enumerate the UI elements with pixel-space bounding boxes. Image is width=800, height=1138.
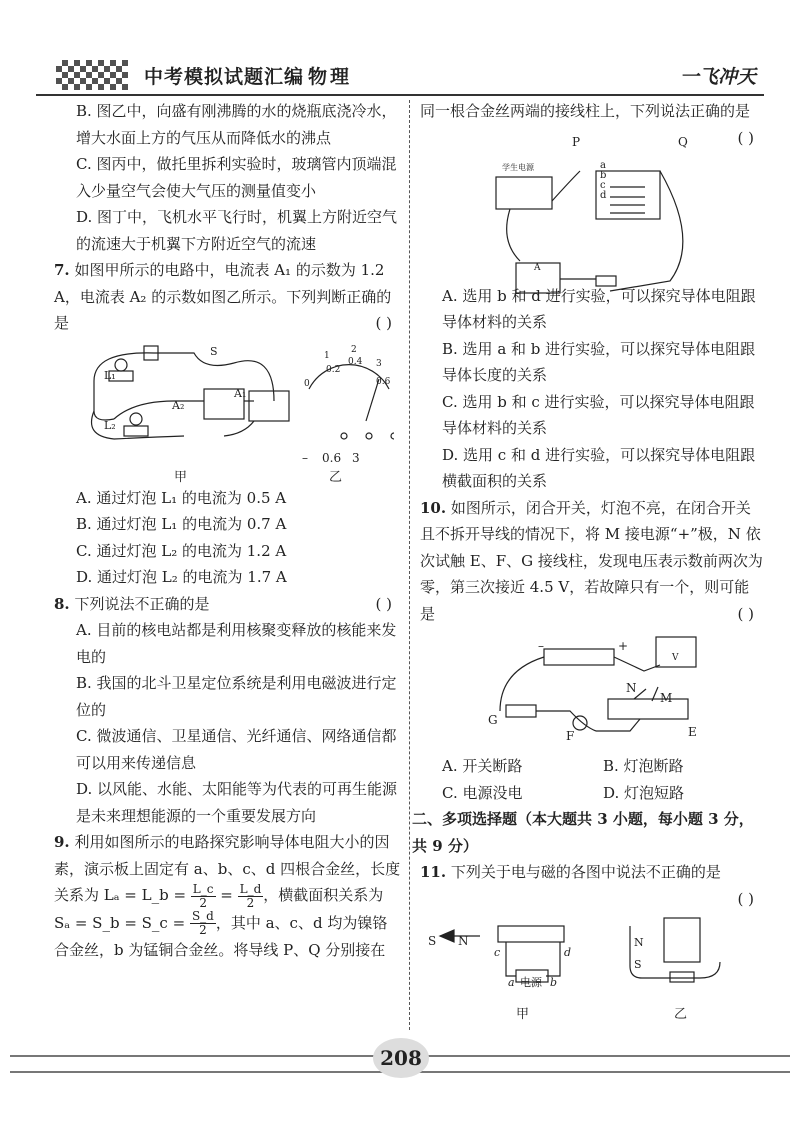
- q10-option-b: B. 灯泡断路: [603, 757, 684, 775]
- q10-figure: [420, 631, 764, 749]
- q8-text: 下列说法不正确的是: [74, 594, 210, 613]
- scale-tick-0: 0: [304, 378, 310, 389]
- magnet-s-label: S: [428, 934, 437, 948]
- terminal-f-label: F: [566, 729, 575, 743]
- coil-a-label: a: [508, 976, 515, 989]
- terminal-06: 0.6: [322, 450, 342, 465]
- caption-yi: 乙: [329, 469, 343, 485]
- q10-number: 10.: [420, 498, 447, 517]
- scale-tick-2: 2: [351, 344, 357, 355]
- lamp-l2-label: L₂: [104, 418, 116, 432]
- q7-captions: [54, 465, 402, 485]
- lead-m-label: M: [660, 691, 673, 705]
- ammeter-label: A: [534, 262, 541, 273]
- lead-n-label: N: [626, 681, 637, 695]
- q7-text: 如图甲所示的电路中，电流表 A₁ 的示数为 1.2 A，电流表 A₂ 的示数如图乙所示。下列判断正确的是: [54, 261, 392, 332]
- ammeter-a1-label: A₁: [234, 386, 247, 400]
- source-minus: –: [538, 639, 544, 653]
- q9-text-1: 利用如图所示的电路探究影响导体电阻大小的因素，演示板上固定有 a、b、c、d 四根合金丝，长度关系为 Lₐ = L_b =: [54, 833, 401, 904]
- switch-s-label: S: [210, 344, 218, 358]
- q7-option-d: D. 通过灯泡 L₂ 的电流为 1.7 A: [76, 568, 287, 586]
- terminal-e-label: E: [688, 725, 697, 739]
- q9-option-a: A. 选用 b 和 d 进行实验，可以探究导体电阻跟导体材料的关系: [442, 286, 756, 331]
- scale-tick-02: 0.2: [326, 364, 341, 375]
- q8-number: 8.: [54, 594, 70, 613]
- caption-q11-jia: 甲: [516, 1007, 530, 1022]
- lamp-l1-label: L₁: [104, 368, 116, 382]
- left-column: [54, 98, 402, 964]
- brand-logo: 一飞冲天: [679, 66, 756, 88]
- coil-c-label: c: [494, 946, 501, 959]
- ammeter-a2-label: A₂: [172, 398, 185, 412]
- scale-tick-06: 0.6: [376, 376, 391, 387]
- wire-q-label: Q: [678, 134, 688, 149]
- q9-option-b: B. 选用 a 和 b 进行实验，可以探究导体电阻跟导体长度的关系: [442, 339, 756, 384]
- q9-option-c: C. 选用 b 和 c 进行实验，可以探究导体电阻跟导体材料的关系: [442, 392, 755, 437]
- magnet2-n-label: N: [634, 936, 644, 949]
- caption-jia: 甲: [174, 469, 188, 485]
- q8-option-d: D. 以风能、水能、太阳能等为代表的可再生能源是未来理想能源的一个重要发展方向: [76, 780, 398, 825]
- q8-stem: [54, 591, 402, 618]
- q11-stem: [420, 859, 764, 886]
- section-2-heading: 二、多项选择题（本大题共 3 小题，每小题 3 分，共 9 分）: [412, 810, 754, 855]
- terminal-g-label: G: [488, 713, 498, 727]
- q10-circuit-diagram: [420, 631, 760, 749]
- q9-text-2: ，横截面积关系为 Sₐ = S_b = S_c =: [54, 886, 384, 932]
- q9-number: 9.: [54, 833, 70, 851]
- q7-option-c: C. 通过灯泡 L₂ 的电流为 1.2 A: [76, 541, 287, 560]
- q9-stem: [54, 829, 402, 964]
- q10-option-d: D. 灯泡短路: [603, 783, 685, 802]
- q10-text: 如图所示，闭合开关，灯泡不亮，在闭合开关且不拆开导线的情况下，将 M 接电源“+”极，N 依次试触 E、F、G 接线柱，发现电压表示数前两次为零，第三次接近 4.5 V，若故障只有一个，则可能是: [420, 498, 763, 623]
- wire-p-label: P: [572, 134, 581, 149]
- q9-cont-text: 同一根合金丝两端的接线柱上，下列说法正确的是: [420, 102, 751, 120]
- column-divider: [409, 100, 410, 1030]
- q7-circuit-diagram: [54, 341, 394, 461]
- q11-text: 下列关于电与磁的各图中说法不正确的是: [450, 863, 721, 881]
- book-title: 中考模拟试题汇编: [144, 66, 305, 88]
- equals-sign: =: [215, 886, 238, 904]
- terminal-minus: –: [302, 450, 308, 465]
- q10-answer-paren: ( ): [737, 604, 754, 623]
- header-rule: [36, 94, 764, 96]
- scale-tick-3: 3: [376, 358, 382, 369]
- frac-lc-over-2: [191, 883, 216, 910]
- q7-option-a: A. 通过灯泡 L₁ 的电流为 0.5 A: [76, 488, 287, 507]
- page-header: [36, 50, 764, 96]
- q7-stem: [54, 257, 402, 337]
- q8-answer-paren: ( ): [375, 594, 392, 613]
- q7-answer-paren: ( ): [375, 314, 392, 332]
- frac-sd-over-2: [190, 910, 216, 937]
- q10-stem: [420, 495, 764, 628]
- checker-decoration: [56, 60, 128, 90]
- page-number: 208: [373, 1038, 429, 1078]
- q11-figure: [420, 916, 764, 1026]
- q8-option-a: A. 目前的核电站都是利用核聚变释放的核能来发电的: [76, 621, 397, 666]
- source-plus: +: [618, 639, 629, 653]
- wire-b-label: b: [600, 169, 607, 181]
- q10-options: [442, 753, 764, 806]
- wire-c-label: c: [600, 179, 606, 191]
- q9-continued: [420, 98, 764, 147]
- scale-tick-04: 0.4: [348, 356, 363, 367]
- q11-number: 11.: [420, 863, 447, 881]
- q7-figure: [54, 341, 402, 465]
- q6-option-c: C. 图丙中，做托里拆利实验时，玻璃管内顶端混入少量空气会使大气压的测量值变小: [76, 155, 397, 200]
- q9-circuit-diagram: [420, 151, 760, 301]
- q11-answer-paren: ( ): [737, 889, 754, 908]
- q7-number: 7.: [54, 261, 70, 279]
- terminal-3: 3: [352, 450, 360, 465]
- q11-diagram: [420, 916, 760, 1026]
- q8-option-b: B. 我国的北斗卫星定位系统是利用电磁波进行定位的: [76, 674, 397, 719]
- q11-paren-line: [420, 886, 754, 913]
- q9-figure: [420, 129, 764, 279]
- wire-a-label: a: [600, 159, 606, 171]
- scale-tick-1: 1: [324, 350, 330, 361]
- q7-option-b: B. 通过灯泡 L₁ 的电流为 0.7 A: [76, 515, 287, 533]
- power-supply-label: 学生电源: [502, 162, 534, 172]
- q6-option-d: D. 图丁中，飞机水平飞行时，机翼上方附近空气的流速大于机翼下方附近空气的流速: [76, 208, 398, 253]
- frac-ld-over-2: [238, 883, 264, 910]
- q10-option-c: C. 电源没电: [442, 783, 523, 802]
- magnet2-s-label: S: [634, 958, 642, 971]
- q8-option-c: C. 微波通信、卫星通信、光纤通信、网络通信都可以用来传递信息: [76, 727, 397, 772]
- q6-option-b: B. 图乙中，向盛有刚沸腾的水的烧瓶底浇冷水，增大水面上方的气压从而降低水的沸点: [76, 102, 397, 147]
- q9-option-d: D. 选用 c 和 d 进行实验，可以探究导体电阻跟横截面积的关系: [442, 445, 756, 490]
- coil-d-label: d: [564, 946, 572, 959]
- frac-sd-num: S_d: [191, 909, 214, 923]
- q9-answer-paren: ( ): [737, 128, 754, 147]
- frac-lc-den: 2: [199, 895, 207, 910]
- frac-sd-den: 2: [199, 923, 207, 937]
- coil-b-label: b: [550, 976, 558, 989]
- q9-text-3: ，其中 a、c、d 均为镍铬合金丝，b 为锰铜合金丝。将导线 P、Q 分别接在: [54, 913, 388, 959]
- caption-q11-yi: 乙: [674, 1007, 688, 1022]
- wire-d-label: d: [600, 189, 607, 201]
- frac-lc-num: L_c: [192, 881, 214, 896]
- power-source-label: 电源: [520, 976, 542, 989]
- right-column: [412, 98, 764, 1030]
- frac-ld-den: 2: [246, 895, 255, 910]
- q10-option-a: A. 开关断路: [442, 757, 523, 775]
- voltmeter-label: V: [672, 653, 679, 663]
- frac-ld-num: L_d: [239, 881, 262, 896]
- subject-title: 物理: [308, 66, 353, 88]
- magnet-n-label: N: [458, 934, 469, 948]
